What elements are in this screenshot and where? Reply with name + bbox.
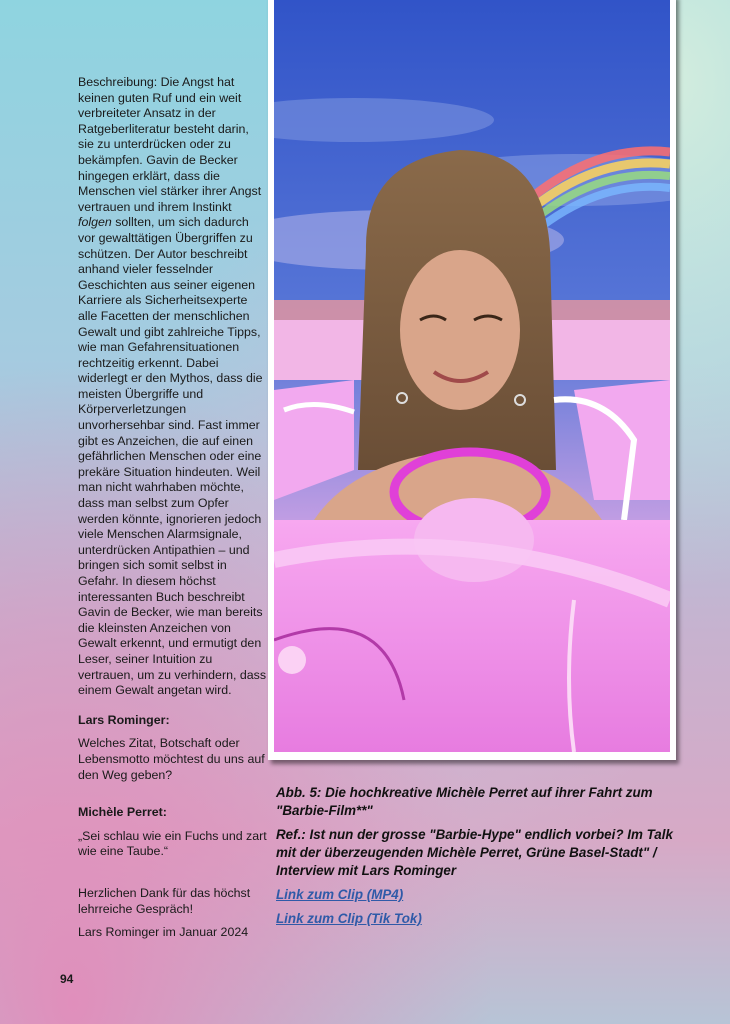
figure-reference: Ref.: Ist nun der grosse "Barbie-Hype" endlich vorbei? Im Talk mit der überzeugenden Michèle Perret, Grüne Basel-Stadt" / Interview mit Lars Rominger bbox=[276, 827, 673, 878]
signoff-text: Lars Rominger im Januar 2024 bbox=[78, 925, 249, 940]
interview-question: Welches Zitat, Botschaft oder Lebensmotto möchtest du uns auf den Weg geben? bbox=[78, 736, 265, 782]
thanks-text: Herzlichen Dank für das höchst lehrreiche Gespräch! bbox=[78, 885, 251, 916]
book-description bbox=[78, 75, 268, 699]
speaker-michele: Michèle Perret: bbox=[78, 805, 167, 820]
description-italic-word: folgen bbox=[78, 215, 112, 230]
page-number: 94 bbox=[60, 972, 74, 986]
barbie-car-photo bbox=[274, 0, 670, 752]
description-text-continued: sollten, um sich dadurch vor gewalttätigen Übergriffen zu schützen. Der Autor beschreibt anhand vieler fesselnder Geschichten aus seiner eigenen Karriere als Sicherheitsexperte alle Facetten der menschlichen Gewalt und gibt zahlreiche Tipps, wie man Gefahrensituationen rechtzeitig erkennt. Dabei widerlegt er den Mythos, dass die meisten Übergriffe und Körperverletzungen unvorhersehbar sind. Fast immer gibt es Anzeichen, die auf einen gefährlichen Menschen oder eine prekäre Situation hindeuten. Weil man nicht wahrhaben möchte, dass man selbst zum Opfer werden könnte, ignorieren jedoch viele Menschen Alarmsignale, unterdrücken Antipathien – und bringen sich somit selbst in Gefahr. In diesem höchst interessanten Buch beschreibt Gavin de Becker, wie man bereits die kleinsten Anzeichen von Gewalt erkennt, und ermutigt den Leser, seiner Intuition zu vertrauen, um zu verhindern, dass einem Gewalt angetan wird. bbox=[78, 215, 267, 698]
photo-frame bbox=[268, 0, 676, 760]
figure-caption-block bbox=[276, 784, 696, 928]
speaker-lars: Lars Rominger: bbox=[78, 712, 170, 727]
link-clip-tiktok[interactable]: Link zum Clip (Tik Tok) bbox=[276, 911, 422, 926]
figure-caption: Abb. 5: Die hochkreative Michèle Perret auf ihrer Fahrt zum "Barbie-Film**" bbox=[276, 785, 653, 818]
link-clip-mp4[interactable]: Link zum Clip (MP4) bbox=[276, 887, 404, 902]
description-text: Beschreibung: Die Angst hat keinen guten Ruf und ein weit verbreiteter Ansatz in der Ratgeberliteratur besteht darin, sie zu unterdrücken oder zu bekämpfen. Gavin de Becker hingegen erklärt, dass die Menschen viel stärker ihrer Angst vertrauen und ihrem Instinkt bbox=[78, 75, 262, 214]
interview-answer: „Sei schlau wie ein Fuchs und zart wie eine Taube.“ bbox=[78, 828, 267, 859]
left-column bbox=[78, 75, 268, 941]
